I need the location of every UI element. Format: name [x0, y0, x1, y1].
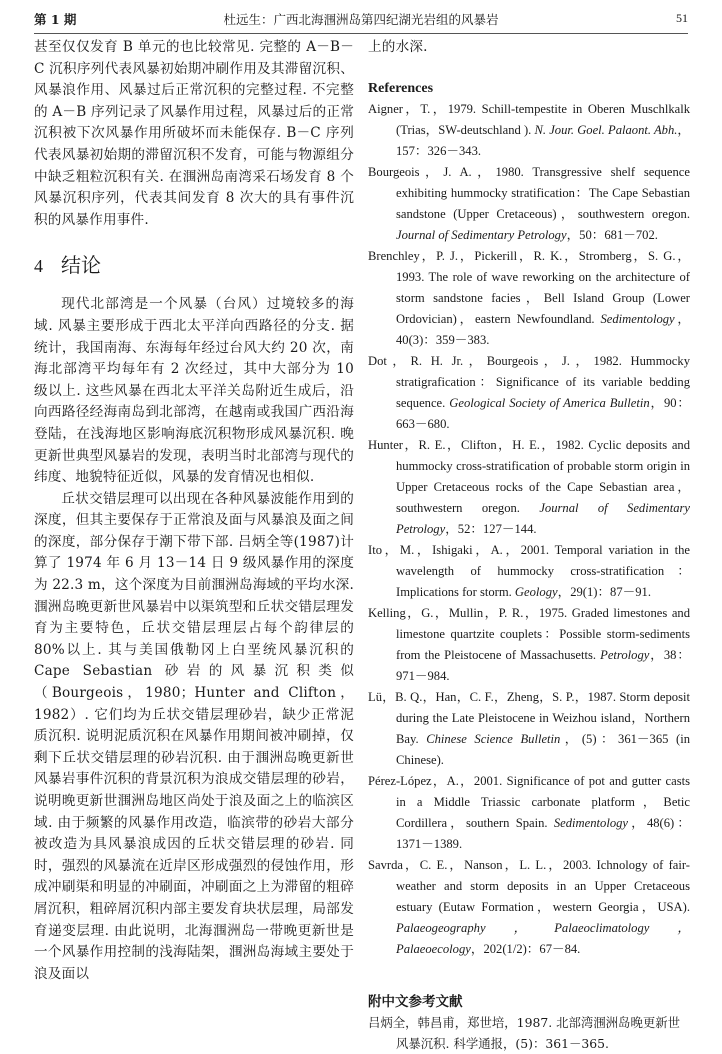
reference-item — [368, 540, 690, 603]
reference-authors-title: Kelling，G.，Mullin，P. R.，1975. Graded limestones and limestone quartzite couplets：Possible storm-sediments from the Pleistocene of Massachusetts. — [368, 605, 690, 662]
reference-item — [368, 771, 690, 855]
chinese-reference-item: 吕炳全，韩昌甫，郑世培，1987. 北部湾涠洲岛晚更新世风暴沉积. 科学通报，(5)：361－365. — [368, 1014, 681, 1051]
reference-item — [368, 687, 690, 771]
reference-authors-title: Dot，R. H. Jr.，Bourgeois，J.，1982. Hummocky stratigrafication：Significance of its variable bedding sequence. — [368, 353, 690, 410]
reference-item — [368, 99, 690, 162]
reference-journal: Petrology — [600, 647, 650, 662]
body-paragraph-continuation: 上的水深. — [368, 39, 428, 55]
reference-item — [368, 855, 690, 960]
reference-authors-title: Brenchley，P. J.，Pickerill，R. K.，Stromberg，S. G.，1993. The role of wave reworking on the architecture of storm sandstone facies，Bell Island Group (Lower Ordovician)，eastern Newfoundland. — [368, 248, 690, 326]
section-heading — [34, 249, 354, 278]
reference-journal: Chinese Science Bulletin — [426, 731, 561, 746]
left-column — [34, 37, 354, 985]
reference-journal: Sedimentology — [553, 815, 629, 830]
running-header — [34, 6, 688, 32]
reference-list — [368, 99, 690, 960]
reference-authors-title: Lü，B. Q.，Han，C. F.，Zheng，S. P.，1987. Storm deposit during the Late Pleistocene in Weizhou island，Northern Bay. — [368, 689, 690, 746]
body-paragraph: 甚至仅仅发育 B 单元的也比较常见. 完整的 A－B－C 沉积序列代表风暴初始期冲刷作用及其滞留沉积、风暴浪作用、风暴过后正常沉积的完整过程. 不完整的 A－B 序列记录了风暴作用过程，风暴过后的正常沉积被下次风暴作用所破坏而未能保存. B－C 序列代表风暴初始期的滞留沉积不发育，可能与物源组分中缺乏粗粒沉积有关. 在涠洲岛南湾采石场发育 8 个风暴沉积序列，代表其间发育 8 次大的具有事件沉积的风暴作用事件. — [34, 39, 354, 228]
reference-authors-title: Savrda，C. E.，Nanson，L. L.，2003. Ichnology of fair-weather and storm deposits in an Upper Cretaceous estuary (Eutaw Formation，western Georgia，USA). — [368, 857, 690, 914]
chinese-references-heading: 附中文参考文献 — [368, 993, 463, 1010]
reference-journal: Journal of Sedimentary Petrology — [396, 500, 690, 536]
references-heading: References — [368, 80, 434, 96]
reference-volume-pages: ，157：326－343. — [396, 122, 691, 158]
reference-journal: N. Jour. Goel. Palaont. Abh. — [534, 122, 678, 137]
reference-authors-title: Pérez-López，A.，2001. Significance of pot and gutter casts in a Middle Triassic carbonate platform，Betic Cordillera，southern Spain. — [368, 773, 690, 830]
body-paragraph: 现代北部湾是一个风暴（台风）过境较多的海域. 风暴主要形成于西北太平洋向西路径的分支. 据统计，我国南海、东海每年经过台风大约 20 次，南海北部湾平均每年有 2 次经过，其中大部分为 10 级以上. 这些风暴在西北太平洋关岛附近生成后，沿向西路径经海南岛到北部湾，在越南或我国广西沿海登陆，在浅海地区影响海底沉积物形成风暴沉积. 晚更新世典型风暴岩的发现，表明当时北部湾与现代的纬度、地貌特征近似，风暴的发育情况也相似. — [34, 296, 354, 486]
reference-journal: Sedimentology — [600, 311, 675, 326]
reference-volume-pages: ，202(1/2)：67－84. — [470, 941, 581, 956]
reference-journal: Geological Society of America Bulletin — [449, 395, 650, 410]
reference-volume-pages: ，29(1)：87－91. — [557, 584, 651, 599]
reference-item — [368, 351, 690, 435]
reference-volume-pages: ，90：663－680. — [396, 395, 690, 431]
reference-journal: Palaeogeography，Palaeoclimatology，Palaeoecology — [396, 920, 690, 956]
issue-number: 第 1 期 — [34, 12, 77, 27]
header-rule — [34, 33, 688, 34]
reference-item — [368, 603, 690, 687]
page-number: 51 — [676, 11, 688, 25]
reference-volume-pages: ，50：681－702. — [566, 227, 658, 242]
reference-authors-title: Ito，M.，Ishigaki，A.，2001. Temporal variation in the wavelength of hummocky cross-stratification：Implications for storm. — [368, 542, 690, 599]
reference-authors-title: Aigner，T.，1979. Schill-tempestite in Oberen Muschlkalk (Trias，SW-deutschland ). — [368, 101, 690, 137]
reference-item — [368, 246, 690, 351]
section-title: 结论 — [61, 253, 101, 278]
running-title: 杜远生：广西北海涠洲岛第四纪湖光岩组的风暴岩 — [223, 12, 499, 27]
reference-authors-title: Hunter，R. E.，Clifton，H. E.，1982. Cyclic deposits and hummocky cross-stratification of probable storm origin in Upper Cretaceous rocks of the Cape Sebastian area，southwestern oregon. — [368, 437, 690, 515]
reference-item — [368, 435, 690, 540]
reference-authors-title: Bourgeois，J. A.，1980. Transgressive shelf sequence exhibiting hummocky stratification：The Cape Sebastian sandstone (Upper Cretaceous)，southwestern oregon. — [368, 164, 690, 221]
reference-volume-pages: ，40(3)：359－383. — [396, 311, 691, 347]
reference-volume-pages: ，38：971－984. — [396, 647, 690, 683]
reference-journal: Geology — [514, 584, 558, 599]
reference-volume-pages: ，52：127－144. — [445, 521, 537, 536]
reference-volume-pages: ，(5)：361－365 (in Chinese). — [396, 731, 691, 767]
section-number: 4 — [34, 256, 43, 277]
body-paragraph: 丘状交错层理可以出现在各种风暴波能作用到的深度，但其主要保存于正常浪及面与风暴浪及面之间的深度，部分保存于潮下带下部. 吕炳全等(1987)计算了 1974 年 6 月 13－14 日 9 级风暴作用的深度为 22.3 m，这个深度为目前涠洲岛海域的平均水深. 涠洲岛晚更新世风暴岩中以渠筑型和丘状交错层理发育为主要特色，丘状交错层理层占每个韵律层的 80%以上. 其与美国俄勒冈上白垩统风暴沉积的 Cape Sebastian 砂岩的风暴沉积类似（Bourgeois，1980；Hunter and Clifton，1982）. 它们均为丘状交错层理砂岩，缺少正常泥质沉积. 说明泥质沉积在风暴作用期间被冲刷掉，仅剩下丘状交错层理的砂岩沉积. 由于涠洲岛晚更新世风暴岩事件沉积的背景沉积为浪成交错层理的砂岩，说明晚更新世涠洲岛地区尚处于浪及面之上的临滨区域. 由于频繁的风暴作用改造，临滨带的砂岩大部分被改造为具风暴浪成因的丘状交错层理的砂岩. 同时，强烈的风暴流在近岸区形成强烈的侵蚀作用，形成冲刷渠和明显的冲刷面，冲刷面之上为滞留的粗碎屑沉积，粗碎屑沉积内部主要发育块状层理，局部发育递变层理. 由此说明，北海涠洲岛一带晚更新世是一个风暴作用控制的浅海陆架，涠洲岛海域主要处于浪及面以 — [34, 490, 354, 982]
reference-journal: Journal of Sedimentary Petrology — [396, 227, 567, 242]
reference-volume-pages: ，48(6)：1371－1389. — [396, 815, 691, 851]
reference-item — [368, 162, 690, 246]
right-column — [368, 37, 690, 1054]
